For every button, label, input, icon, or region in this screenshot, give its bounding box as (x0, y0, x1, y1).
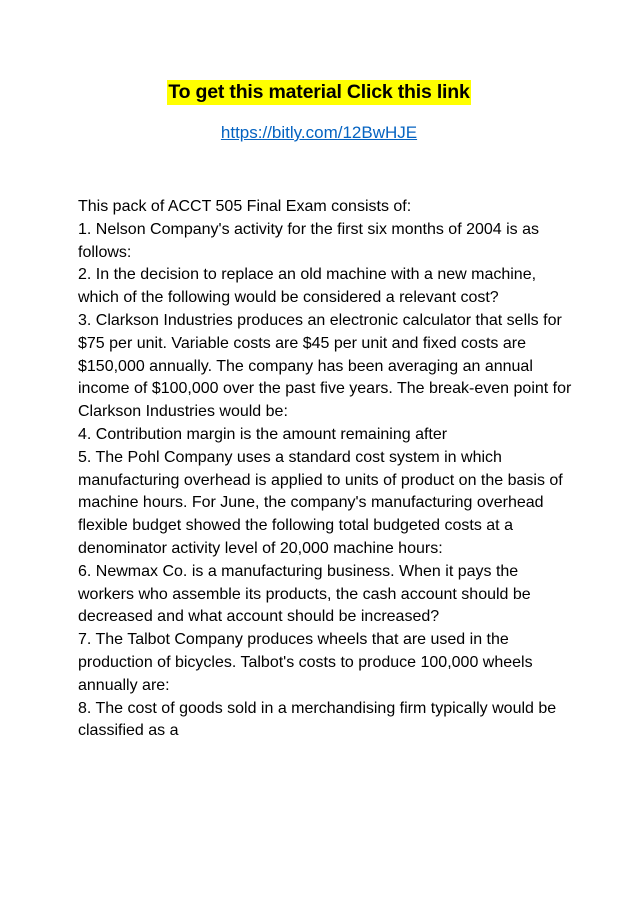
material-link[interactable]: https://bitly.com/12BwHJE (220, 123, 418, 142)
question-item-8: 8. The cost of goods sold in a merchandising firm typically would be classified as a (78, 699, 557, 740)
question-item-4: 4. Contribution margin is the amount remaining after (78, 425, 448, 443)
question-item-7: 7. The Talbot Company produces wheels that are used in the production of bicycles. Talbot's costs to produce 100,000 wheels annually are: (78, 631, 533, 694)
link-container (0, 121, 638, 145)
page-title: To get this material Click this link (168, 81, 470, 103)
exam-description (78, 196, 576, 743)
question-item-3: 3. Clarkson Industries produces an electronic calculator that sells for $75 per unit. Variable costs are $45 per unit and fixed costs are $150,000 annually. The company has been averaging an annual income of $100,000 over the past five years. The break-even point for Clarkson Industries would be: (78, 311, 572, 421)
intro-text: This pack of ACCT 505 Final Exam consists of: (78, 198, 412, 215)
question-item-2: 2. In the decision to replace an old machine with a new machine, which of the following would be considered a relevant cost? (78, 266, 537, 307)
question-item-6: 6. Newmax Co. is a manufacturing business. When it pays the workers who assemble its products, the cash account should be decreased and what account should be increased? (78, 562, 531, 626)
title-container (0, 80, 638, 105)
question-item-1: 1. Nelson Company's activity for the first six months of 2004 is as follows: (78, 220, 540, 261)
question-item-5: 5. The Pohl Company uses a standard cost system in which manufacturing overhead is applied to units of product on the basis of machine hours. For June, the company's manufacturing overhead flexible budget showed the following total budgeted costs at a denominator activity level of 20,000 machine hours: (78, 448, 563, 557)
